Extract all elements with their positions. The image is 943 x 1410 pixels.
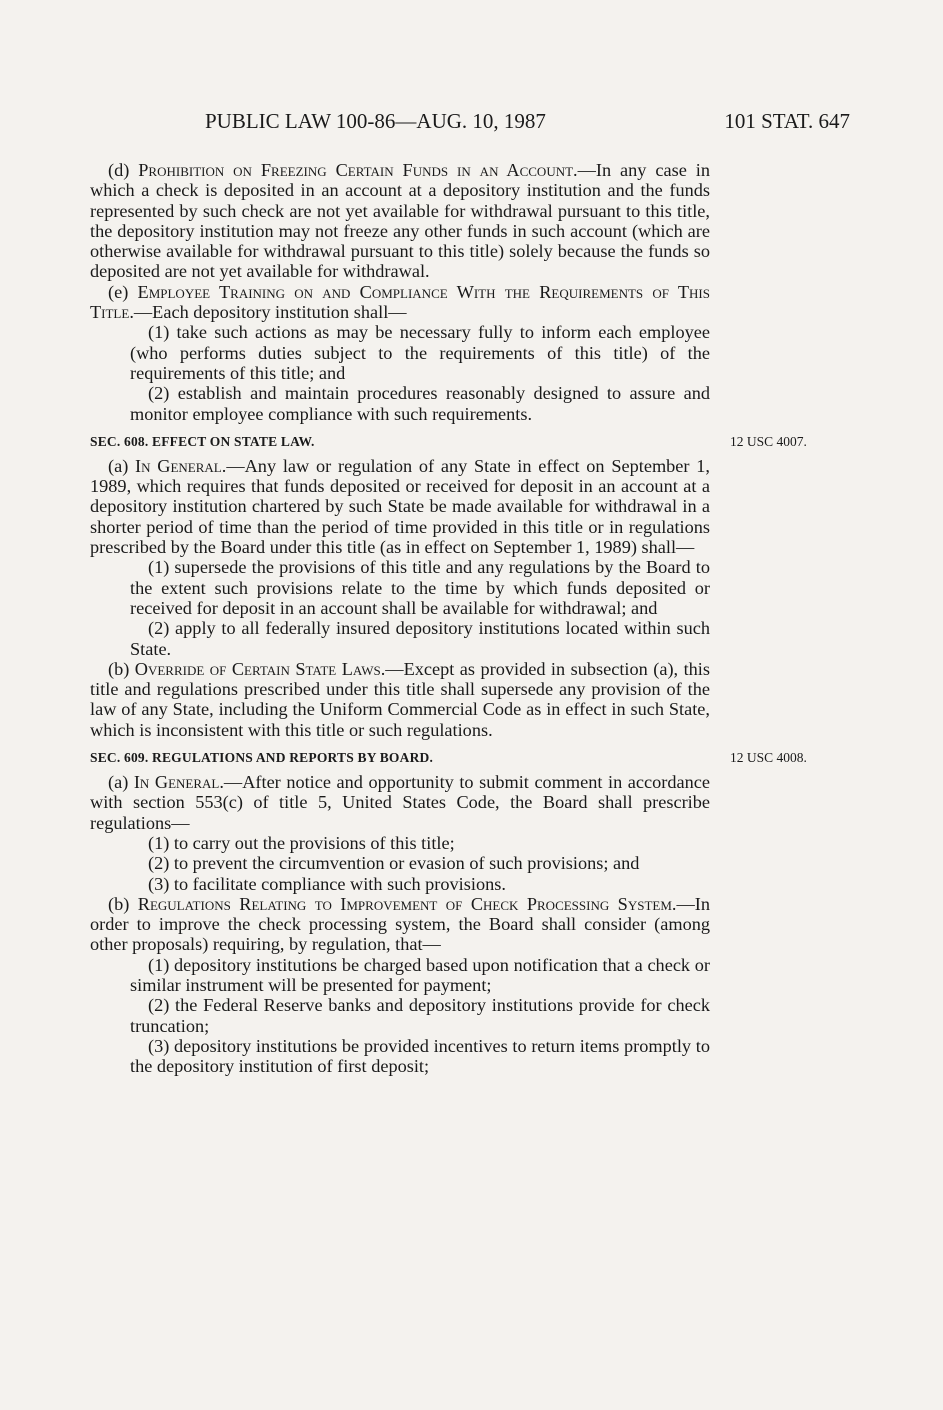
margin-citation: 12 USC 4008. (730, 750, 807, 766)
list-item: (1) to carry out the provisions of this title; (148, 832, 455, 853)
list-item: (2) the Federal Reserve banks and depository institutions provide for check truncation; (130, 995, 710, 1036)
list-item: (2) to prevent the circumvention or evasion of such provisions; and (148, 853, 640, 874)
statute-page-number: 101 STAT. 647 (724, 109, 850, 133)
list-item: (2) apply to all federally insured depository institutions located within such State. (130, 618, 710, 659)
list-item: (1) take such actions as may be necessary fully to inform each employee (who performs duties subject to the requirements of this title) of the requirements of this title; and (130, 322, 710, 383)
page-body (90, 160, 807, 1077)
list-item: (2) establish and maintain procedures reasonably designed to assure and monitor employee compliance with such requirements. (130, 383, 710, 424)
list-item: (1) depository institutions be charged based upon notification that a check or similar instrument will be presented for payment; (130, 954, 710, 995)
paragraph-608-b: (b) Override of Certain State Laws.—Except as provided in subsection (a), this title and regulations prescribed under this title shall supersede any provision of the law of any State, including the Uniform Commercial Code as in effect in such State, which is inconsistent with this title or such regulations. (90, 658, 710, 740)
list-item: (1) supersede the provisions of this title and any regulations by the Board to the extent such provisions relate to the time by which funds deposited or received for deposit in an account shall be available for withdrawal; and (130, 557, 710, 618)
paragraph-d: (d) Prohibition on Freezing Certain Funds in an Account.—In any case in which a check is deposited in an account at a depository institution and the funds represented by such check are not yet available for withdrawal pursuant to this title, the depository institution may not freeze any other funds in such account (which are otherwise available for withdrawal pursuant to this title) solely because the funds so deposited are not yet available for withdrawal. (90, 160, 710, 282)
section-heading-609: SEC. 609. REGULATIONS AND REPORTS BY BOARD. 12 USC 4008. (90, 748, 710, 768)
paragraph-heading: Regulations Relating to Improvement of Check Processing System. (137, 893, 677, 914)
paragraph-heading: In General. (135, 455, 227, 476)
paragraph-609-b: (b) Regulations Relating to Improvement of Check Processing System.—In order to improve the check processing system, the Board shall consider (among other proposals) requiring, by regulation, that— (90, 893, 710, 955)
section-heading-608: SEC. 608. EFFECT ON STATE LAW. 12 USC 4007. (90, 432, 710, 452)
paragraph-heading: Override of Certain State Laws. (134, 658, 386, 679)
paragraph-heading: Employee Training on and Compliance With the Requirements of This Title. (90, 281, 710, 323)
running-title: PUBLIC LAW 100-86—AUG. 10, 1987 (205, 109, 546, 133)
list-item: (3) to facilitate compliance with such provisions. (148, 873, 506, 894)
paragraph-609-a: (a) In General.—After notice and opportunity to submit comment in accordance with section 553(c) of title 5, United States Code, the Board shall prescribe regulations— (90, 772, 710, 833)
list-item: (3) depository institutions be provided incentives to return items promptly to the depository institution of first deposit; (130, 1035, 710, 1077)
paragraph-heading: Prohibition on Freezing Certain Funds in an Account. (138, 160, 578, 180)
paragraph-e: (e) Employee Training on and Compliance With the Requirements of This Title.—Each depository institution shall— (90, 281, 710, 323)
margin-citation: 12 USC 4007. (730, 433, 807, 449)
paragraph-heading: In General. (133, 772, 224, 793)
paragraph-608-a: (a) In General.—Any law or regulation of any State in effect on September 1, 1989, which requires that funds deposited or received for deposit in an account at a depository institution chartered by such State be made available for withdrawal in a shorter period of time than the period of time provided in this title or in regulations prescribed by the Board under this title (as in effect on September 1, 1989) shall— (90, 455, 710, 558)
